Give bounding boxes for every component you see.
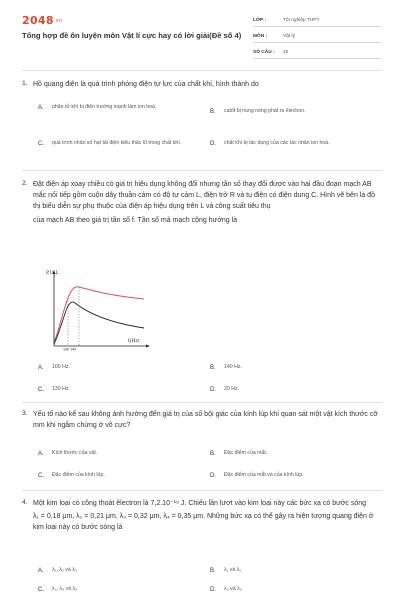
question-text bbox=[33, 180, 384, 227]
question-divider bbox=[22, 170, 382, 171]
question-number: 1. bbox=[22, 80, 28, 87]
figure-svg bbox=[44, 268, 154, 352]
question-4 bbox=[22, 499, 384, 535]
question-divider bbox=[22, 490, 382, 491]
option-c[interactable] bbox=[38, 471, 198, 480]
option-d[interactable] bbox=[210, 471, 370, 480]
document-title: Tổng hợp đề ôn luyện môn Vật lí cực hay có lời giải(Đề số 4) bbox=[22, 31, 242, 40]
option-d[interactable] bbox=[210, 385, 370, 394]
question-1 bbox=[22, 80, 384, 93]
option-letter: B. bbox=[210, 451, 216, 457]
option-text: phân tử khí bị điện trường mạnh làm ion hoá. bbox=[52, 104, 157, 110]
option-text: λ₃ và λ₄ bbox=[224, 586, 242, 592]
tick-label: 100 140 bbox=[63, 347, 77, 352]
option-text: 100 Hz. bbox=[52, 364, 70, 370]
option-text: Đặc điểm của mắt. bbox=[224, 450, 268, 456]
document-meta bbox=[253, 14, 381, 62]
option-letter: B. bbox=[210, 568, 216, 574]
meta-key: LỚP : bbox=[253, 17, 267, 23]
option-letter: A. bbox=[38, 105, 44, 111]
option-text: chất khí bị tác dụng của các tác nhân ion hoá. bbox=[224, 140, 330, 146]
site-logo[interactable] bbox=[22, 14, 62, 27]
option-letter: D. bbox=[210, 387, 216, 393]
header-divider bbox=[22, 70, 382, 71]
option-text: 140 Hz. bbox=[224, 364, 242, 370]
option-letter: C. bbox=[38, 587, 44, 593]
meta-row-subject bbox=[253, 30, 381, 43]
question-paragraph: λ₁ = 0,18 μm, λ₂ = 0,21 μm, λ₃ = 0,32 μm, λ₄ = 0,35 μm. Những bức xạ có thể gây ra hiện tượng quang điện ở kim loại này có bước sóng là bbox=[33, 512, 374, 531]
option-letter: A. bbox=[38, 451, 44, 457]
document-header bbox=[0, 0, 400, 62]
question-paragraph: Hồ quang điện là quá trình phóng điện tự lực của chất khí, hình thành do bbox=[33, 81, 259, 88]
option-text: catốt bị nung nóng phát ra êlectron. bbox=[224, 108, 306, 114]
question-number: 4. bbox=[22, 499, 28, 506]
ul-curve bbox=[54, 287, 144, 342]
option-letter: C. bbox=[38, 473, 44, 479]
question-2 bbox=[22, 180, 384, 229]
option-text: Kích thước của vật. bbox=[52, 450, 98, 456]
option-letter: D. bbox=[210, 473, 216, 479]
logo-text: 2048 bbox=[22, 14, 54, 27]
option-letter: A. bbox=[38, 365, 44, 371]
option-text: Đặc điểm của kính lúp. bbox=[52, 472, 105, 478]
option-c[interactable] bbox=[38, 139, 198, 148]
question-text bbox=[33, 410, 384, 432]
option-b[interactable] bbox=[210, 566, 370, 575]
option-c[interactable] bbox=[38, 585, 198, 594]
option-text: 20 Hz. bbox=[224, 386, 239, 392]
option-letter: B. bbox=[210, 109, 216, 115]
option-text: quá trình nhân số hạt tải điện kiểu thác lũ trong chất khí. bbox=[52, 140, 182, 146]
option-b[interactable] bbox=[210, 449, 370, 458]
question-number: 3. bbox=[22, 410, 28, 417]
power-curve bbox=[54, 302, 144, 344]
option-letter: A. bbox=[38, 568, 44, 574]
option-letter: D. bbox=[210, 587, 216, 593]
question-text bbox=[33, 499, 384, 533]
option-text: λ₂, λ₃ và λ₄ bbox=[52, 586, 78, 592]
meta-key: MÔN : bbox=[253, 33, 268, 39]
option-text: Đặc điểm của mắt và của kính lúp. bbox=[224, 472, 304, 478]
question-text bbox=[33, 80, 384, 91]
question-2-figure bbox=[44, 268, 154, 352]
question-number: 2. bbox=[22, 180, 28, 187]
question-paragraph: Đặt điện áp xoay chiều có giá trị hiệu dụng không đổi nhưng tần số thay đổi được vào hai đầu đoạn mạch AB mắc nối tiếp gồm cuộn dây thuần cảm có độ tự cảm L, điện trở R và tụ điện có điện dung C. Hình vẽ bên là đồ thị biểu diễn sự phụ thuộc của điện áp hiệu dụng trên L và công suất tiêu thụ bbox=[33, 181, 375, 210]
option-letter: C. bbox=[38, 387, 44, 393]
option-b[interactable] bbox=[210, 107, 370, 116]
meta-value: Vật lý bbox=[283, 33, 295, 39]
question-3 bbox=[22, 410, 384, 434]
question-paragraph: của mạch AB theo giá trị tần số f. Tần số mà mạch cộng hưởng là bbox=[33, 217, 238, 225]
meta-row-count bbox=[253, 46, 381, 59]
option-a[interactable] bbox=[38, 449, 198, 458]
question-paragraph: Một kim loại có công thoát êlectron là 7,2.10⁻¹⁹ J. Chiếu lần lượt vào kim loại này các bức xạ có bước sóng bbox=[33, 500, 367, 507]
option-a[interactable] bbox=[38, 566, 198, 575]
option-a[interactable] bbox=[38, 103, 198, 112]
option-text: 130 Hz. bbox=[52, 386, 70, 392]
meta-value: 40 bbox=[283, 49, 289, 55]
logo-suffix: .vn bbox=[53, 18, 63, 24]
meta-key: SỐ CÂU : bbox=[253, 49, 275, 55]
option-d[interactable] bbox=[210, 585, 370, 594]
option-a[interactable] bbox=[38, 363, 198, 372]
y-axis-label: P,U_L bbox=[46, 271, 59, 276]
option-letter: B. bbox=[210, 365, 216, 371]
option-c[interactable] bbox=[38, 385, 198, 394]
question-paragraph: Yếu tố nào kể sau không ảnh hưởng đến giá trị của số bội giác của kính lúp khi quan sát một vật kích thước cỡ mm khi ngắm chừng ở vô cực? bbox=[33, 411, 378, 429]
option-letter: C. bbox=[38, 141, 44, 147]
meta-value: Tốt nghiệp THPT bbox=[283, 17, 320, 23]
option-letter: D. bbox=[210, 141, 216, 147]
meta-row-grade bbox=[253, 14, 381, 27]
question-divider bbox=[22, 402, 382, 403]
option-d[interactable] bbox=[210, 139, 370, 148]
x-axis-label: f(Hz) bbox=[128, 339, 140, 344]
x-axis-arrow bbox=[146, 345, 150, 348]
option-b[interactable] bbox=[210, 363, 370, 372]
option-text: λ₁, λ₂ và λ₃ bbox=[52, 567, 77, 573]
option-text: λ₁ và λ₂ bbox=[224, 567, 242, 573]
